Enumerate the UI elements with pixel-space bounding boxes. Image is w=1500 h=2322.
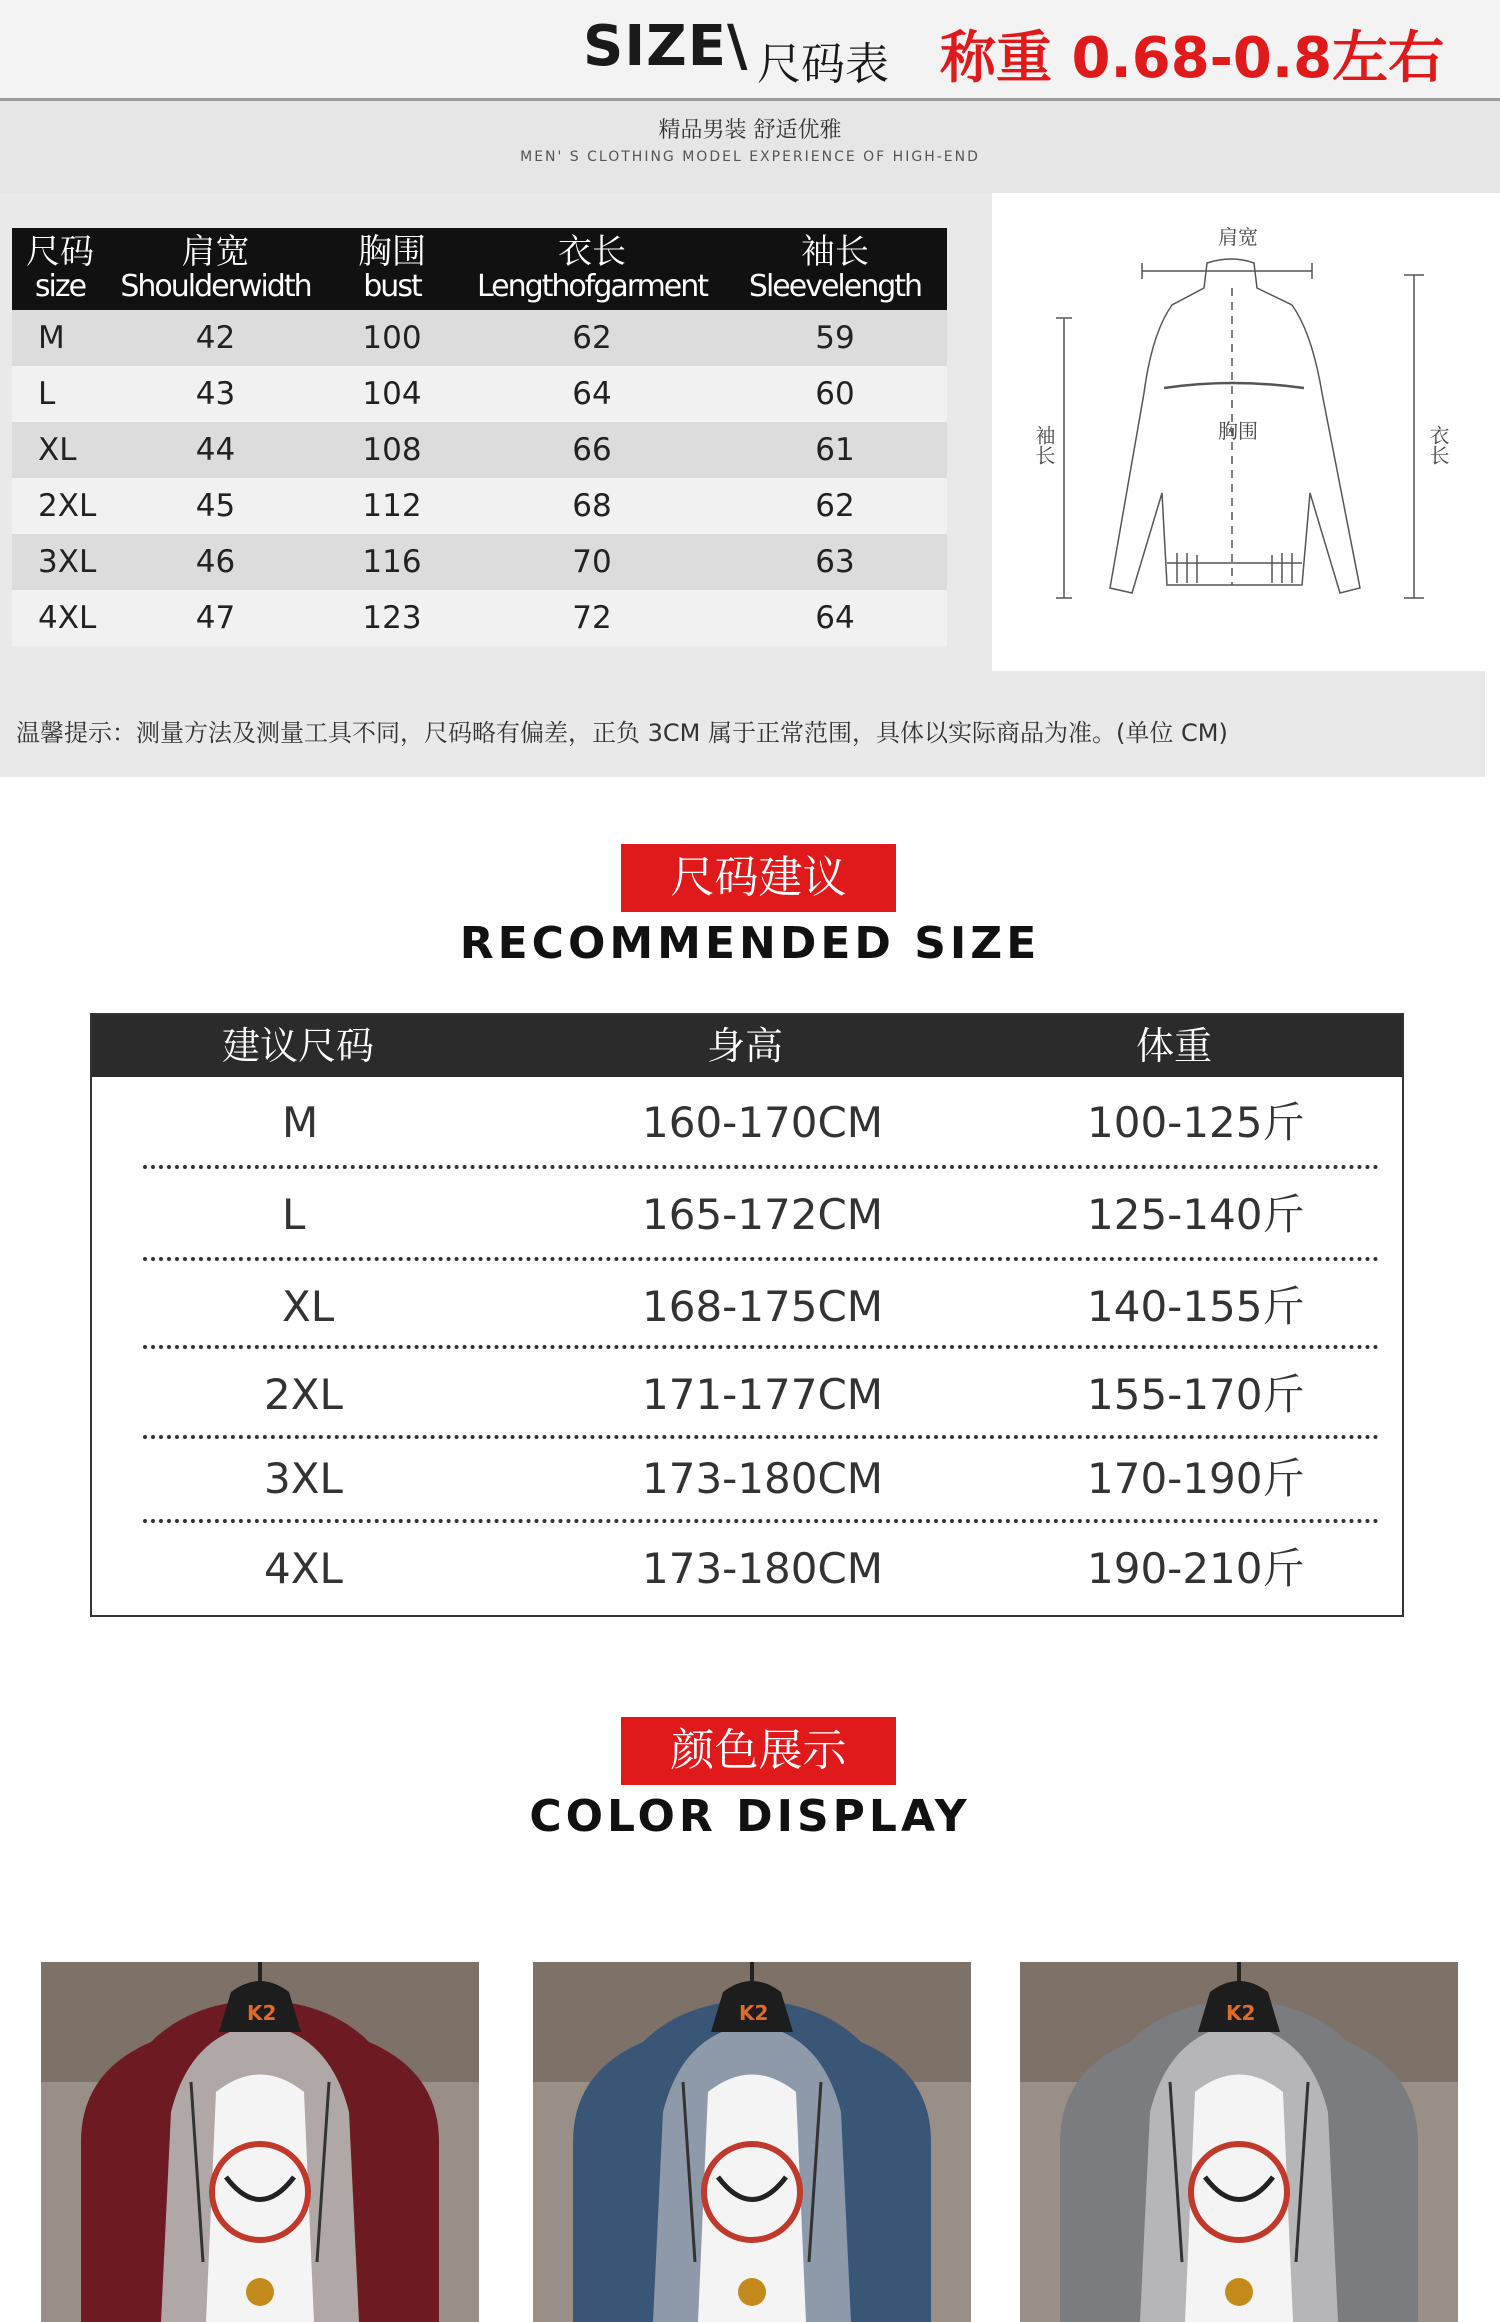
- hoodie-jacket-icon: [41, 1962, 479, 2322]
- cell-sleeve: 60: [723, 366, 947, 422]
- color-title: COLOR DISPLAY: [529, 1791, 971, 1842]
- cell-length: 68: [461, 478, 723, 534]
- cell-size: L: [12, 366, 108, 422]
- cell-weight: 155-170斤: [1087, 1370, 1305, 1419]
- cell-size: 3XL: [264, 1454, 343, 1503]
- diagram-label-sleeve: 袖长: [1032, 425, 1056, 465]
- table-row: [12, 422, 947, 478]
- svg-text:K2: K2: [247, 2001, 277, 2025]
- hoodie-jacket-icon: [1020, 1962, 1458, 2322]
- cell-shoulder: 45: [108, 478, 323, 534]
- size-chart-table: [12, 228, 947, 646]
- cell-size: 3XL: [12, 534, 108, 590]
- cell-size: M: [282, 1098, 319, 1147]
- color-swatch-photo[interactable]: [41, 1962, 479, 2322]
- cell-shoulder: 46: [108, 534, 323, 590]
- cell-bust: 123: [323, 590, 461, 646]
- diagram-label-bust: 胸围: [1218, 419, 1258, 443]
- cell-length: 66: [461, 422, 723, 478]
- cell-height: 173-180CM: [642, 1544, 884, 1593]
- cell-length: 70: [461, 534, 723, 590]
- column-header: 身高: [707, 1024, 784, 1068]
- table-row: [92, 1077, 1402, 1169]
- table-row: [92, 1433, 1402, 1525]
- cell-shoulder: 47: [108, 590, 323, 646]
- table-row: [12, 478, 947, 534]
- measurement-diagram: [992, 193, 1485, 671]
- table-row: [12, 534, 947, 590]
- header-band: [0, 0, 1500, 101]
- cell-size: L: [282, 1190, 306, 1239]
- cell-sleeve: 64: [723, 590, 947, 646]
- cell-length: 62: [461, 310, 723, 366]
- cell-weight: 125-140斤: [1087, 1190, 1305, 1239]
- hoodie-jacket-icon: [533, 1962, 971, 2322]
- weight-note: 称重 0.68-0.8左右: [940, 26, 1445, 91]
- color-swatch-photo[interactable]: [1020, 1962, 1458, 2322]
- column-header: 肩宽 Shoulderwidth: [108, 228, 323, 310]
- cell-height: 173-180CM: [642, 1454, 884, 1503]
- size-title-cn: 尺码表: [757, 39, 889, 90]
- cell-shoulder: 43: [108, 366, 323, 422]
- table-row: [92, 1523, 1402, 1615]
- cell-size: 2XL: [12, 478, 108, 534]
- size-chart-panel: [0, 193, 1485, 777]
- cell-height: 160-170CM: [642, 1098, 884, 1147]
- column-header: 胸围 bust: [323, 228, 461, 310]
- cell-weight: 170-190斤: [1087, 1454, 1305, 1503]
- subtitle-band: [0, 101, 1500, 193]
- cell-sleeve: 62: [723, 478, 947, 534]
- size-title: SIZE\: [583, 14, 749, 79]
- cell-weight: 100-125斤: [1087, 1098, 1305, 1147]
- cell-size: 4XL: [264, 1544, 343, 1593]
- cell-size: M: [12, 310, 108, 366]
- cell-sleeve: 59: [723, 310, 947, 366]
- table-row: [12, 366, 947, 422]
- cell-height: 171-177CM: [642, 1370, 884, 1419]
- subtitle-cn: 精品男装 舒适优雅: [658, 118, 842, 143]
- table-row: [92, 1349, 1402, 1441]
- recommended-badge: 尺码建议: [621, 844, 896, 912]
- cell-bust: 116: [323, 534, 461, 590]
- cell-length: 72: [461, 590, 723, 646]
- column-header: 建议尺码: [222, 1024, 375, 1068]
- column-header: 衣长 Lengthofgarment: [461, 228, 723, 310]
- cell-bust: 108: [323, 422, 461, 478]
- svg-text:K2: K2: [1226, 2001, 1256, 2025]
- cell-length: 64: [461, 366, 723, 422]
- cell-bust: 104: [323, 366, 461, 422]
- cell-weight: 140-155斤: [1087, 1282, 1305, 1331]
- cell-weight: 190-210斤: [1087, 1544, 1305, 1593]
- subtitle-en: MEN' S CLOTHING MODEL EXPERIENCE OF HIGH-END: [520, 149, 980, 165]
- column-header: 袖长 Sleevelength: [723, 228, 947, 310]
- cell-height: 165-172CM: [642, 1190, 884, 1239]
- table-row: [92, 1169, 1402, 1261]
- table-row: [12, 310, 947, 366]
- cell-size: 2XL: [264, 1370, 343, 1419]
- cell-size: 4XL: [12, 590, 108, 646]
- cell-sleeve: 61: [723, 422, 947, 478]
- cell-shoulder: 44: [108, 422, 323, 478]
- column-header: 体重: [1136, 1024, 1213, 1068]
- diagram-label-length: 衣长: [1426, 425, 1450, 465]
- table-row: [12, 590, 947, 646]
- cell-size: XL: [12, 422, 108, 478]
- cell-shoulder: 42: [108, 310, 323, 366]
- diagram-label-shoulder: 肩宽: [1218, 225, 1258, 249]
- cell-sleeve: 63: [723, 534, 947, 590]
- cell-bust: 100: [323, 310, 461, 366]
- recommended-table: [90, 1013, 1404, 1617]
- column-header: 尺码 size: [12, 228, 108, 310]
- measurement-tip: 温馨提示：测量方法及测量工具不同，尺码略有偏差，正负 3CM 属于正常范围，具体以实际商品为准。(单位 CM): [16, 719, 1228, 747]
- recommended-title: RECOMMENDED SIZE: [459, 918, 1041, 969]
- cell-size: XL: [282, 1282, 335, 1331]
- size-chart-header-row: [12, 228, 947, 310]
- table-row: [92, 1261, 1402, 1353]
- color-swatch-photo[interactable]: [533, 1962, 971, 2322]
- color-badge: 颜色展示: [621, 1717, 896, 1785]
- cell-height: 168-175CM: [642, 1282, 884, 1331]
- cell-bust: 112: [323, 478, 461, 534]
- recommended-header-row: [92, 1015, 1402, 1077]
- svg-text:K2: K2: [739, 2001, 769, 2025]
